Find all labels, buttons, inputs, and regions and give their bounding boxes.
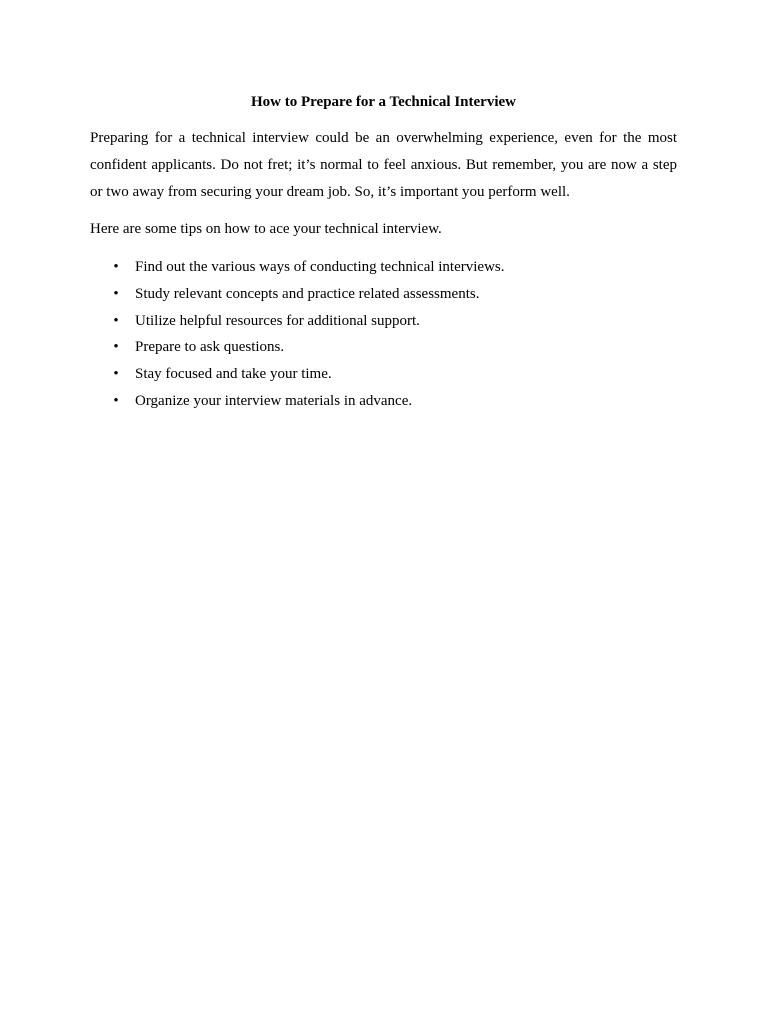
- list-item: [90, 281, 677, 308]
- intro-paragraph: Preparing for a technical interview could be an overwhelming experience, even for the most confident applicants. Do not fret; it’s normal to feel anxious. But remember, you are now a step or two away from securing your dream job. So, it’s important you perform well.: [90, 130, 677, 200]
- tips-list: [90, 254, 677, 415]
- bullet-icon: •: [113, 285, 119, 302]
- list-item: [90, 361, 677, 388]
- document-title: How to Prepare for a Technical Interview: [251, 94, 516, 110]
- bullet-icon: •: [113, 259, 119, 275]
- list-item-text: Find out the various ways of conducting technical interviews.: [135, 259, 505, 275]
- tips-lead-paragraph: Here are some tips on how to ace your technical interview.: [90, 221, 442, 237]
- bullet-icon: •: [113, 339, 119, 356]
- list-item-text: Utilize helpful resources for additional support.: [135, 312, 420, 329]
- bullet-icon: •: [113, 312, 119, 329]
- list-item: [90, 254, 677, 281]
- list-item: [90, 308, 677, 335]
- bullet-icon: •: [113, 366, 119, 383]
- list-item: [90, 334, 677, 361]
- list-item-text: Prepare to ask questions.: [135, 339, 285, 356]
- list-item-text: Study relevant concepts and practice related assessments.: [135, 285, 480, 302]
- bullet-icon: •: [113, 392, 119, 409]
- list-item: [90, 388, 677, 415]
- list-item-text: Stay focused and take your time.: [135, 366, 332, 383]
- list-item-text: Organize your interview materials in advance.: [135, 392, 413, 409]
